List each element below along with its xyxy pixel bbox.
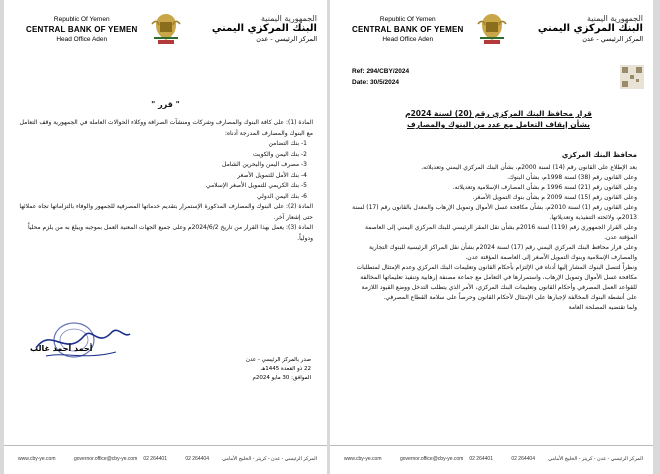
arabic-header <box>538 14 643 43</box>
qr-stamp-icon <box>619 64 645 94</box>
decree-articles <box>16 118 313 244</box>
bank-list-item: 3- مصرف اليمن والبحرين الشامل <box>222 161 307 168</box>
bank-list-item: 5- بنك الكريمي للتمويل الأصغر الإسلامي <box>205 182 307 189</box>
issuance-gregorian-date: الموافق: 30 مايو 2024م <box>252 375 311 381</box>
preamble-paragraph: وعلى القانون رقم (15) لسنة 2009 م بشأن بنوك التمويل الأصغر. <box>472 194 637 201</box>
footer-website[interactable]: www.cby-ye.com <box>344 456 382 462</box>
footer-email[interactable]: governor.office@cby-ye.com <box>400 456 464 462</box>
footer-fax: 02 264404 <box>185 456 209 462</box>
head-office-label-ar: المركز الرئيسي - عدن <box>582 35 643 43</box>
bank-list <box>16 139 313 202</box>
preamble-paragraph: بعد الإطلاع على القانون رقم (14) لسنة 2000م، بشأن البنك المركزي اليمني وتعديلاته. <box>421 164 637 171</box>
footer-website[interactable]: www.cby-ye.com <box>18 456 56 462</box>
page-footer <box>330 445 653 474</box>
preamble-paragraph: ونظراً لتنصل البنوك المشار إليها أدناه في الإلتزام بأحكام القانون وتعليمات البنك المركزي وعدم الإمتثال لمتطلبات مكافحة غسل الأموال وتمويل الإرهاب، واستمرارها في التعامل مع جماعة مصنفة إرهابية وتنفيذ تعليماتها المخالفة للقواعد العمل المصرفي وأحكام القانون وتعليمات البنك المركزي، الأمر الذي يتطلب التدخل ووضع القيود اللازمة على أنشطة البنوك المخالفة لإجبارها على الإمتثال لأحكام القانون وحرصاً على سلامة القطاع المصرفي. <box>356 264 637 301</box>
head-office-label: Head Office Aden <box>56 36 108 43</box>
arabic-header <box>212 14 317 43</box>
governor-heading: محافظ البنك المركزي <box>561 151 637 159</box>
reference-number: Ref: 294/CBY/2024 <box>352 68 410 75</box>
yemen-emblem-icon <box>146 10 186 50</box>
head-office-label: Head Office Aden <box>382 36 434 43</box>
footer-address: المركز الرئيسي - عدن - كريتر - الخليج الأمامي <box>548 456 643 462</box>
decree-page-one <box>330 0 653 474</box>
article-three: المادة (3): يعمل بهذا القرار من تاريخ 2024/6/2م وعلى جميع الجهات المعنية العمل بموجبه ويبلغ به من يلزم محلياً ودولياً. <box>27 224 313 242</box>
head-office-label-ar: المركز الرئيسي - عدن <box>256 35 317 43</box>
bank-list-item: 1- بنك التضامن <box>268 140 307 147</box>
decree-page-two <box>4 0 327 474</box>
preamble <box>350 150 637 313</box>
footer-phone: 02 264401 <box>143 456 167 462</box>
preamble-paragraph: وعلى قرار محافظ البنك المركزي اليمني رقم (17) لسنة 2024م بشأن نقل المراكز الرئيسية للبنوك التجارية والمصارف الإسلامية وبنوك التمويل الأصغر إلى العاصمة المؤقتة عدن. <box>368 244 637 261</box>
page-footer <box>4 445 327 474</box>
footer-email[interactable]: governor.office@cby-ye.com <box>74 456 138 462</box>
footer-fax: 02 264404 <box>511 456 535 462</box>
footer-phone: 02 264401 <box>469 456 493 462</box>
decree-title-line2: بشأن إيقاف التعامل مع عدد من البنوك والمصارف <box>407 120 590 129</box>
bank-name-en: CENTRAL BANK OF YEMEN <box>352 25 464 34</box>
footer-address: المركز الرئيسي - عدن - كريتر - الخليج الأمامي <box>222 456 317 462</box>
english-header <box>26 16 137 43</box>
bank-name-en: CENTRAL BANK OF YEMEN <box>26 25 138 34</box>
republic-label: Republic Of Yemen <box>53 16 110 23</box>
decree-title <box>366 108 631 130</box>
issuance-place: صدر بالمركز الرئيسي - عدن <box>245 357 311 363</box>
letterhead <box>330 0 653 92</box>
bank-name-ar: البنك المركزي اليمني <box>211 23 317 34</box>
preamble-paragraph: وعلى القانون رقم (1) لسنة 2010م، بشأن مكافحة غسل الأموال وتمويل الإرهاب والمعدل بالقانون رقم (17) لسنة 2013م، ولائحته التنفيذية وتعديلاتها. <box>352 204 637 221</box>
english-header <box>352 16 463 43</box>
bank-list-item: 4- بنك الأمل للتمويل الأصغر <box>237 171 307 179</box>
bank-name-ar: البنك المركزي اليمني <box>537 23 643 34</box>
preamble-paragraph: وعلى القرار الجمهوري رقم (119) لسنة 2016م بشأن نقل المقر الرئيسي للبنك المركزي اليمني إلى العاصمة المؤقتة عدن. <box>364 224 637 241</box>
preamble-paragraph: وعلى القانون رقم (21) لسنة 1996 م بشأن المصارف الإسلامية وتعديلاته. <box>452 184 637 191</box>
bank-list-item: 6- بنك اليمن الدولي <box>257 192 307 200</box>
reference-date: Date: 30/5/2024 <box>352 79 399 86</box>
republic-label: Republic Of Yemen <box>379 16 436 23</box>
article-two: المادة (2): على البنوك والمصارف المذكورة الإستمرار بتقديم خدماتها المصرفية للجمهور والوفاء بالتزاماتها تجاه عملائها حتى إشعار آخر. <box>19 203 313 221</box>
yemen-emblem-icon <box>472 10 512 50</box>
republic-label-ar: الجمهورية اليمنية <box>586 14 643 23</box>
decree-heading: " قرر " <box>151 100 180 109</box>
signature-stamp-icon <box>26 318 136 368</box>
preamble-paragraph: وعلى القانون رقم (38) لسنة 1998م، بشأن البنوك. <box>507 174 637 181</box>
letterhead <box>4 0 327 92</box>
decree-title-line1: قرار محافظ البنك المركزي رقم (20) لسنة 2024م <box>405 109 592 118</box>
issuance-block <box>246 356 311 383</box>
republic-label-ar: الجمهورية اليمنية <box>260 14 317 23</box>
issuance-hijri-date: 22 ذو القعدة 1445هـ <box>260 366 311 372</box>
bank-list-item: 2- بنك اليمن والكويت <box>253 150 307 158</box>
article-one: المادة (1): على كافة البنوك والمصارف وشركات ومنشآت الصرافة ووكلاء الحوالات العاملة في الجمهورية وقف التعامل مع البنوك والمصارف المدرجة أدناه: <box>19 119 313 137</box>
signatory-name: أحمد أحمد غالب <box>30 344 93 353</box>
reference-block <box>352 66 409 88</box>
preamble-paragraph: ولما تقتضيه المصلحة العامة <box>568 304 637 311</box>
